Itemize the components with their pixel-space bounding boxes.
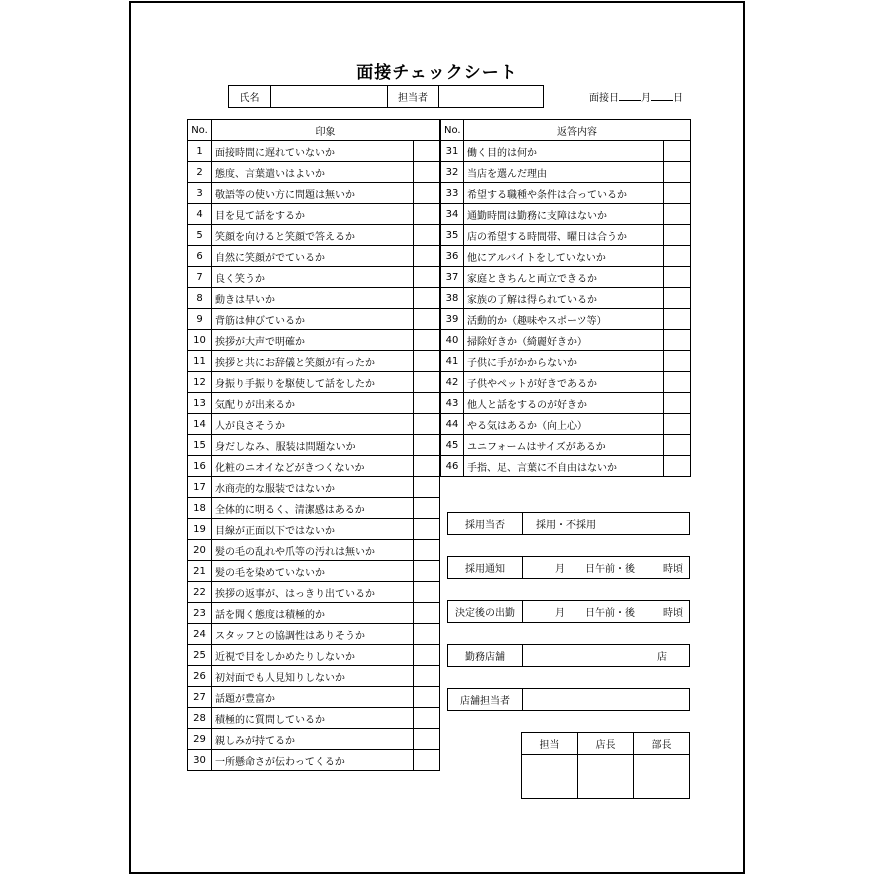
- notice-label: 採用通知: [448, 557, 523, 578]
- row-check-box[interactable]: [414, 414, 440, 435]
- row-question: 良く笑うか: [212, 267, 414, 288]
- row-check-box[interactable]: [414, 456, 440, 477]
- row-check-box[interactable]: [664, 267, 691, 288]
- row-question: 挨拶が大声で明確か: [212, 330, 414, 351]
- table-row: [188, 645, 440, 666]
- notice-time: 時頃: [663, 564, 683, 575]
- row-check-box[interactable]: [414, 645, 440, 666]
- row-number: 33: [441, 183, 464, 204]
- row-number: 12: [188, 372, 212, 393]
- row-question: 動きは早いか: [212, 288, 414, 309]
- table-row: [441, 183, 691, 204]
- work-store-box: [447, 644, 690, 667]
- stamp-label-bucho: 部長: [634, 733, 690, 755]
- table-row: [441, 351, 691, 372]
- row-question: 活動的か（趣味やスポーツ等）: [464, 309, 664, 330]
- start-label: 決定後の出勤: [448, 601, 523, 622]
- day-blank[interactable]: [651, 91, 673, 101]
- row-number: 45: [441, 435, 464, 456]
- stamp-box-row: [522, 755, 690, 799]
- row-check-box[interactable]: [414, 372, 440, 393]
- row-check-box[interactable]: [414, 351, 440, 372]
- row-question: 挨拶と共にお辞儀と笑顔が有ったか: [212, 351, 414, 372]
- row-check-box[interactable]: [664, 351, 691, 372]
- hire-label: 採用当否: [448, 513, 523, 534]
- row-question: 髪の毛の乱れや爪等の汚れは無いか: [212, 540, 414, 561]
- row-check-box[interactable]: [414, 435, 440, 456]
- row-number: 29: [188, 729, 212, 750]
- row-check-box[interactable]: [414, 498, 440, 519]
- row-check-box[interactable]: [414, 204, 440, 225]
- start-time: 時頃: [663, 608, 683, 619]
- col-no-header: No.: [188, 120, 212, 141]
- row-question: 挨拶の返事が、はっきり出ているか: [212, 582, 414, 603]
- impression-table: [187, 119, 440, 771]
- row-question: やる気はあるか（向上心）: [464, 414, 664, 435]
- row-question: 化粧のニオイなどがきつくないか: [212, 456, 414, 477]
- row-question: 髪の毛を染めていないか: [212, 561, 414, 582]
- row-number: 37: [441, 267, 464, 288]
- row-question: 家庭ときちんと両立できるか: [464, 267, 664, 288]
- row-check-box[interactable]: [664, 141, 691, 162]
- row-number: 30: [188, 750, 212, 771]
- row-check-box[interactable]: [664, 225, 691, 246]
- table-row: [441, 162, 691, 183]
- table-row: [441, 288, 691, 309]
- row-number: 14: [188, 414, 212, 435]
- row-check-box[interactable]: [414, 687, 440, 708]
- table-row: [441, 414, 691, 435]
- table-row: [188, 141, 440, 162]
- row-number: 31: [441, 141, 464, 162]
- row-question: 子供に手がかからないか: [464, 351, 664, 372]
- store-suffix: 店: [657, 652, 667, 663]
- table-row: [188, 414, 440, 435]
- row-number: 20: [188, 540, 212, 561]
- table-row: [441, 393, 691, 414]
- table-row: [441, 141, 691, 162]
- row-number: 25: [188, 645, 212, 666]
- row-question: 目を見て話をするか: [212, 204, 414, 225]
- row-question: 初対面でも人見知りしないか: [212, 666, 414, 687]
- row-number: 22: [188, 582, 212, 603]
- row-number: 3: [188, 183, 212, 204]
- row-number: 36: [441, 246, 464, 267]
- row-question: 背筋は伸びているか: [212, 309, 414, 330]
- row-number: 15: [188, 435, 212, 456]
- stamp-box-tencho[interactable]: [578, 755, 634, 799]
- table-row: [188, 309, 440, 330]
- row-number: 41: [441, 351, 464, 372]
- row-check-box[interactable]: [414, 288, 440, 309]
- row-number: 34: [441, 204, 464, 225]
- row-number: 16: [188, 456, 212, 477]
- row-number: 43: [441, 393, 464, 414]
- staff-field[interactable]: [438, 85, 544, 108]
- start-date-field[interactable]: [523, 601, 689, 622]
- table-row: [441, 267, 691, 288]
- stamp-header-row: [522, 733, 690, 755]
- row-check-box[interactable]: [414, 225, 440, 246]
- table-row: [188, 561, 440, 582]
- row-number: 23: [188, 603, 212, 624]
- stamp-label-tanto: 担当: [522, 733, 578, 755]
- row-question: 敬語等の使い方に問題は無いか: [212, 183, 414, 204]
- row-question: 態度、言葉遣いはよいか: [212, 162, 414, 183]
- row-number: 18: [188, 498, 212, 519]
- row-check-box[interactable]: [414, 330, 440, 351]
- row-number: 13: [188, 393, 212, 414]
- row-check-box[interactable]: [414, 750, 440, 771]
- row-number: 5: [188, 225, 212, 246]
- row-check-box[interactable]: [664, 183, 691, 204]
- row-question: 家族の了解は得られているか: [464, 288, 664, 309]
- row-check-box[interactable]: [664, 309, 691, 330]
- hire-options[interactable]: 採用・不採用: [536, 520, 596, 531]
- table-row: [441, 246, 691, 267]
- table-row: [188, 330, 440, 351]
- row-check-box[interactable]: [414, 267, 440, 288]
- start-day: 日午前・後: [585, 608, 635, 619]
- table-row: [188, 456, 440, 477]
- month-blank[interactable]: [619, 91, 641, 101]
- table-row: [441, 204, 691, 225]
- row-question: 話題が豊富か: [212, 687, 414, 708]
- row-number: 39: [441, 309, 464, 330]
- row-question: 手指、足、言葉に不自由はないか: [464, 456, 664, 477]
- name-label: 氏名: [228, 85, 271, 108]
- col-item-header: 返答内容: [464, 120, 691, 141]
- table-row: [188, 183, 440, 204]
- row-check-box[interactable]: [414, 162, 440, 183]
- table-row: [188, 246, 440, 267]
- row-question: 店の希望する時間帯、曜日は合うか: [464, 225, 664, 246]
- stamp-label-tencho: 店長: [578, 733, 634, 755]
- table-row: [188, 750, 440, 771]
- store-staff-label: 店舗担当者: [448, 689, 523, 710]
- row-number: 10: [188, 330, 212, 351]
- staff-label: 担当者: [387, 85, 439, 108]
- row-question: 一所懸命さが伝わってくるか: [212, 750, 414, 771]
- row-check-box[interactable]: [414, 519, 440, 540]
- row-number: 44: [441, 414, 464, 435]
- row-number: 46: [441, 456, 464, 477]
- table-row: [441, 372, 691, 393]
- table-row: [188, 477, 440, 498]
- approval-stamp-table: [521, 732, 690, 799]
- row-check-box[interactable]: [664, 204, 691, 225]
- start-work-box: [447, 600, 690, 623]
- row-question: 親しみが持てるか: [212, 729, 414, 750]
- table-header-row: [441, 120, 691, 141]
- row-check-box[interactable]: [664, 288, 691, 309]
- day-suffix: 日: [673, 93, 683, 104]
- row-question: 当店を選んだ理由: [464, 162, 664, 183]
- row-question: 気配りが出来るか: [212, 393, 414, 414]
- row-question: 積極的に質問しているか: [212, 708, 414, 729]
- stamp-box-bucho[interactable]: [634, 755, 690, 799]
- row-number: 6: [188, 246, 212, 267]
- row-question: 人が良さそうか: [212, 414, 414, 435]
- row-number: 42: [441, 372, 464, 393]
- row-number: 1: [188, 141, 212, 162]
- document-title: 面接チェックシート: [356, 63, 518, 83]
- row-question: 掃除好きか（綺麗好きか）: [464, 330, 664, 351]
- row-check-box[interactable]: [414, 708, 440, 729]
- table-row: [188, 729, 440, 750]
- row-number: 7: [188, 267, 212, 288]
- row-question: 他人と話をするのが好きか: [464, 393, 664, 414]
- row-question: スタッフとの協調性はありそうか: [212, 624, 414, 645]
- row-question: 話を聞く態度は積極的か: [212, 603, 414, 624]
- row-check-box[interactable]: [664, 435, 691, 456]
- row-check-box[interactable]: [414, 729, 440, 750]
- row-check-box[interactable]: [414, 393, 440, 414]
- row-check-box[interactable]: [664, 330, 691, 351]
- row-check-box[interactable]: [664, 162, 691, 183]
- row-question: 身だしなみ、服装は問題ないか: [212, 435, 414, 456]
- row-number: 2: [188, 162, 212, 183]
- row-check-box[interactable]: [664, 456, 691, 477]
- hire-notice-box: [447, 556, 690, 579]
- store-staff-box: [447, 688, 690, 711]
- row-number: 32: [441, 162, 464, 183]
- col-no-header: No.: [441, 120, 464, 141]
- interview-date: [589, 89, 683, 104]
- date-prefix: 面接日: [589, 93, 619, 104]
- row-question: 近視で目をしかめたりしないか: [212, 645, 414, 666]
- row-check-box[interactable]: [414, 582, 440, 603]
- table-row: [188, 288, 440, 309]
- row-check-box[interactable]: [414, 666, 440, 687]
- row-check-box[interactable]: [414, 624, 440, 645]
- table-row: [441, 435, 691, 456]
- row-number: 35: [441, 225, 464, 246]
- table-row: [441, 225, 691, 246]
- row-question: 子供やペットが好きであるか: [464, 372, 664, 393]
- store-field[interactable]: [523, 645, 689, 666]
- start-month: 月: [555, 608, 565, 619]
- row-check-box[interactable]: [414, 540, 440, 561]
- table-row: [188, 666, 440, 687]
- row-number: 38: [441, 288, 464, 309]
- row-number: 17: [188, 477, 212, 498]
- row-number: 27: [188, 687, 212, 708]
- row-check-box[interactable]: [414, 309, 440, 330]
- table-row: [188, 393, 440, 414]
- table-row: [188, 540, 440, 561]
- row-number: 4: [188, 204, 212, 225]
- month-suffix: 月: [641, 93, 651, 104]
- row-number: 28: [188, 708, 212, 729]
- table-row: [441, 456, 691, 477]
- row-question: 身振り手振りを駆使して話をしたか: [212, 372, 414, 393]
- row-question: 目線が正面以下ではないか: [212, 519, 414, 540]
- table-row: [188, 162, 440, 183]
- store-label: 勤務店舗: [448, 645, 523, 666]
- row-question: 他にアルバイトをしていないか: [464, 246, 664, 267]
- row-number: 8: [188, 288, 212, 309]
- hire-decision-box: [447, 512, 690, 535]
- table-row: [188, 435, 440, 456]
- notice-date-field[interactable]: [523, 557, 689, 578]
- row-question: 通勤時間は勤務に支障はないか: [464, 204, 664, 225]
- table-row: [188, 372, 440, 393]
- table-row: [441, 330, 691, 351]
- table-row: [188, 624, 440, 645]
- name-field[interactable]: [270, 85, 388, 108]
- row-check-box[interactable]: [414, 603, 440, 624]
- row-check-box[interactable]: [664, 246, 691, 267]
- row-number: 9: [188, 309, 212, 330]
- row-number: 24: [188, 624, 212, 645]
- col-item-header: 印象: [212, 120, 440, 141]
- row-question: ユニフォームはサイズがあるか: [464, 435, 664, 456]
- notice-month: 月: [555, 564, 565, 575]
- row-check-box[interactable]: [664, 393, 691, 414]
- row-check-box[interactable]: [414, 141, 440, 162]
- table-row: [188, 498, 440, 519]
- table-row: [188, 204, 440, 225]
- row-check-box[interactable]: [664, 414, 691, 435]
- row-check-box[interactable]: [414, 477, 440, 498]
- row-question: 水商売的な服装ではないか: [212, 477, 414, 498]
- row-check-box[interactable]: [664, 372, 691, 393]
- row-question: 笑顔を向けると笑顔で答えるか: [212, 225, 414, 246]
- table-row: [188, 582, 440, 603]
- table-row: [188, 519, 440, 540]
- row-question: 希望する職種や条件は合っているか: [464, 183, 664, 204]
- store-staff-field[interactable]: [523, 689, 689, 710]
- table-row: [188, 687, 440, 708]
- table-row: [188, 225, 440, 246]
- table-row: [441, 309, 691, 330]
- row-number: 26: [188, 666, 212, 687]
- table-row: [188, 351, 440, 372]
- row-check-box[interactable]: [414, 183, 440, 204]
- row-number: 21: [188, 561, 212, 582]
- row-question: 面接時間に遅れていないか: [212, 141, 414, 162]
- row-question: 働く目的は何か: [464, 141, 664, 162]
- row-check-box[interactable]: [414, 561, 440, 582]
- table-header-row: [188, 120, 440, 141]
- table-row: [188, 267, 440, 288]
- row-question: 自然に笑顔がでているか: [212, 246, 414, 267]
- row-number: 19: [188, 519, 212, 540]
- row-check-box[interactable]: [414, 246, 440, 267]
- row-number: 40: [441, 330, 464, 351]
- row-number: 11: [188, 351, 212, 372]
- answer-table: [440, 119, 691, 477]
- stamp-box-tanto[interactable]: [522, 755, 578, 799]
- row-question: 全体的に明るく、清潔感はあるか: [212, 498, 414, 519]
- table-row: [188, 708, 440, 729]
- table-row: [188, 603, 440, 624]
- notice-day: 日午前・後: [585, 564, 635, 575]
